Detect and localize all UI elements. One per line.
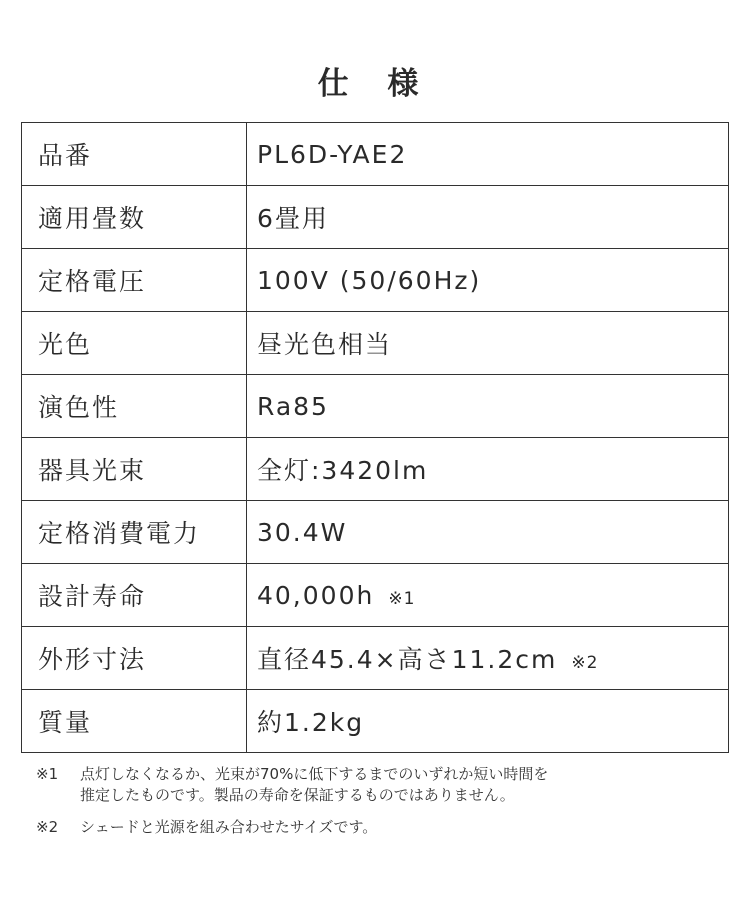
spec-label: 定格電圧 <box>22 249 247 312</box>
spec-label: 適用畳数 <box>22 186 247 249</box>
spec-table <box>21 122 729 753</box>
spec-value: 40,000h <box>257 580 375 610</box>
footnote <box>36 817 726 838</box>
spec-value: 100V (50/60Hz) <box>257 265 482 295</box>
table-row <box>22 501 729 564</box>
table-row <box>22 123 729 186</box>
footnote-mark: ※1 <box>36 765 59 783</box>
spec-value-cell <box>247 564 729 627</box>
footnotes <box>36 764 726 849</box>
table-row <box>22 564 729 627</box>
spec-label: 質量 <box>22 690 247 753</box>
spec-label: 品番 <box>22 123 247 186</box>
spec-value: 直径45.4×高さ11.2cm <box>257 645 558 674</box>
footnote-line: 点灯しなくなるか、光束が70%に低下するまでのいずれか短い時間を <box>80 765 549 783</box>
spec-label: 器具光束 <box>22 438 247 501</box>
spec-value-cell <box>247 312 729 375</box>
spec-label: 設計寿命 <box>22 564 247 627</box>
footnote-line: 推定したものです。製品の寿命を保証するものではありません。 <box>80 786 515 804</box>
spec-value: 約1.2kg <box>257 708 365 737</box>
spec-value-cell <box>247 249 729 312</box>
spec-value-cell <box>247 123 729 186</box>
spec-value-cell <box>247 501 729 564</box>
spec-value: 全灯:3420lm <box>257 456 429 485</box>
spec-label: 外形寸法 <box>22 627 247 690</box>
spec-value: PL6D-YAE2 <box>257 139 408 169</box>
spec-value-cell <box>247 375 729 438</box>
spec-value-cell <box>247 690 729 753</box>
spec-value: 30.4W <box>257 517 348 547</box>
footnote-text <box>80 817 726 838</box>
page-title: 仕 様 <box>317 66 433 102</box>
table-row <box>22 375 729 438</box>
table-row <box>22 438 729 501</box>
table-row <box>22 312 729 375</box>
spec-label: 演色性 <box>22 375 247 438</box>
spec-value-cell <box>247 438 729 501</box>
footnote-mark: ※1 <box>388 588 416 609</box>
spec-value-cell <box>247 627 729 690</box>
spec-label: 定格消費電力 <box>22 501 247 564</box>
table-row <box>22 249 729 312</box>
table-row <box>22 690 729 753</box>
spec-value: Ra85 <box>257 391 329 421</box>
table-row <box>22 186 729 249</box>
spec-value-cell <box>247 186 729 249</box>
spec-value: 昼光色相当 <box>257 330 393 359</box>
table-row <box>22 627 729 690</box>
footnote-line: シェードと光源を組み合わせたサイズです。 <box>80 818 378 836</box>
spec-label: 光色 <box>22 312 247 375</box>
spec-value: 6畳用 <box>257 204 329 233</box>
footnote-mark: ※2 <box>36 818 59 836</box>
footnote-text <box>80 764 726 806</box>
footnote <box>36 764 726 806</box>
footnote-mark: ※2 <box>571 653 599 673</box>
